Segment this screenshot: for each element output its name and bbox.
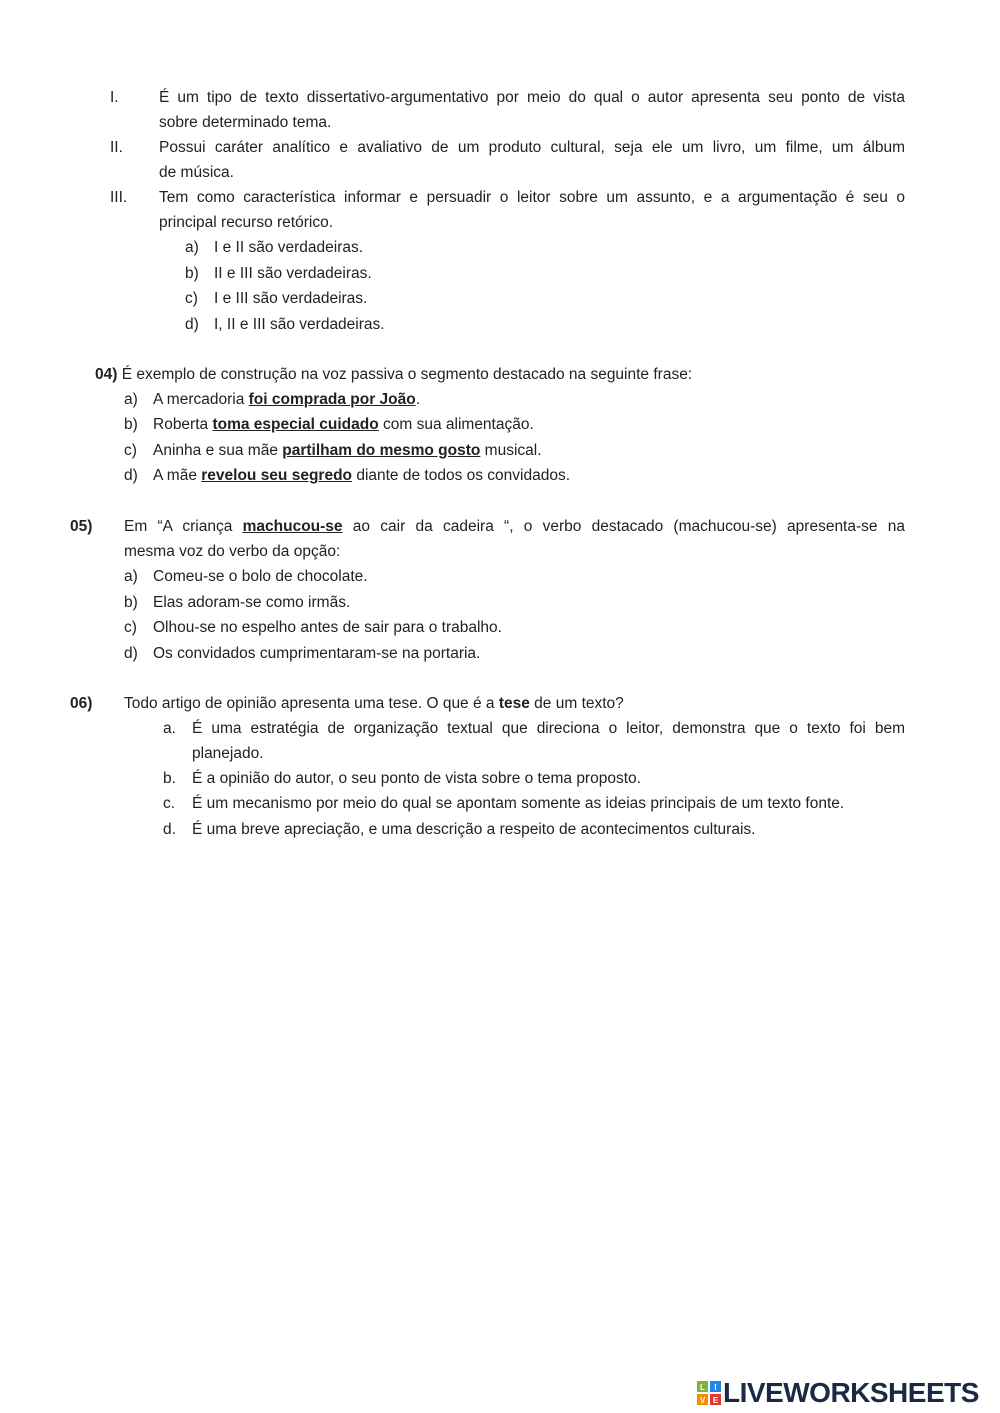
q04-option-a-text bbox=[153, 390, 420, 410]
q04-option-c-text bbox=[153, 441, 542, 461]
text-segment: musical. bbox=[480, 442, 542, 459]
option-letter: b. bbox=[163, 770, 176, 787]
option-letter: b) bbox=[124, 416, 138, 433]
q04-option-b[interactable] bbox=[124, 415, 138, 435]
highlighted-segment: foi comprada por João bbox=[248, 391, 416, 408]
bold-segment: tese bbox=[498, 695, 530, 712]
q06-number: 06) bbox=[70, 695, 93, 712]
option-letter: a) bbox=[185, 239, 199, 256]
highlighted-segment: toma especial cuidado bbox=[212, 416, 379, 433]
liveworksheets-logo[interactable] bbox=[697, 1379, 979, 1407]
q06-prompt bbox=[124, 694, 624, 714]
text-segment: com sua alimentação. bbox=[378, 416, 534, 433]
text-segment: Roberta bbox=[153, 416, 213, 433]
q05-prompt-cont: mesma voz do verbo da opção: bbox=[124, 543, 341, 560]
liveworksheets-logo-icon bbox=[697, 1381, 721, 1405]
option-text: Elas adoram-se como irmãs. bbox=[153, 594, 351, 611]
option-letter: c) bbox=[185, 290, 198, 307]
highlighted-segment: machucou-se bbox=[242, 518, 343, 535]
option-letter: a) bbox=[124, 568, 138, 585]
option-text: I e II são verdadeiras. bbox=[214, 239, 364, 256]
statement-numeral: I. bbox=[110, 89, 119, 106]
text-segment: diante de todos os convidados. bbox=[352, 467, 571, 484]
option-text: É a opinião do autor, o seu ponto de vista sobre o tema proposto. bbox=[192, 770, 641, 787]
option-text-cont: planejado. bbox=[192, 745, 264, 762]
svg-text:L: L bbox=[700, 1383, 705, 1392]
text-segment: ao cair da cadeira “, o verbo destacado (machucou-se) apresenta-se na bbox=[342, 518, 906, 535]
q04-option-d[interactable] bbox=[124, 466, 138, 486]
text-segment: de um texto? bbox=[529, 695, 624, 712]
logo-text: LIVEWORKSHEETS bbox=[723, 1377, 979, 1408]
option-letter: d) bbox=[124, 645, 138, 662]
text-segment: . bbox=[415, 391, 421, 408]
option-text: É uma estratégia de organização textual que direciona o leitor, demonstra que o texto foi bem bbox=[192, 720, 905, 737]
option-letter: c. bbox=[163, 795, 176, 812]
q05-number: 05) bbox=[70, 518, 93, 535]
option-letter: b) bbox=[124, 594, 138, 611]
q04-option-d-text bbox=[153, 466, 570, 486]
option-letter: a. bbox=[163, 720, 176, 737]
option-text: Os convidados cumprimentaram-se na portaria. bbox=[153, 645, 481, 662]
option-text: É uma breve apreciação, e uma descrição a respeito de acontecimentos culturais. bbox=[192, 821, 756, 838]
q04-number: 04) bbox=[95, 366, 118, 383]
option-text: É um mecanismo por meio do qual se apontam somente as ideias principais de um texto fonte. bbox=[192, 795, 845, 812]
text-segment: Aninha e sua mãe bbox=[153, 442, 283, 459]
option-letter: d) bbox=[185, 316, 199, 333]
text-segment: Todo artigo de opinião apresenta uma tese. O que é a bbox=[124, 695, 499, 712]
text-segment: Em “A criança bbox=[124, 518, 243, 535]
statement-text-cont: sobre determinado tema. bbox=[159, 114, 332, 131]
statement-text-cont: de música. bbox=[159, 164, 234, 181]
option-letter: a) bbox=[124, 391, 138, 408]
text-segment: A mãe bbox=[153, 467, 202, 484]
option-letter: b) bbox=[185, 265, 199, 282]
option-text: II e III são verdadeiras. bbox=[214, 265, 372, 282]
statement-numeral: III. bbox=[110, 189, 128, 206]
option-letter: c) bbox=[124, 442, 137, 459]
statement-text: Possui caráter analítico e avaliativo de um produto cultural, seja ele um livro, um filme, um álbum bbox=[159, 139, 905, 156]
q04-prompt-text: É exemplo de construção na voz passiva o segmento destacado na seguinte frase: bbox=[117, 366, 693, 383]
highlighted-segment: revelou seu segredo bbox=[201, 467, 353, 484]
highlighted-segment: partilham do mesmo gosto bbox=[282, 442, 481, 459]
option-letter: c) bbox=[124, 619, 137, 636]
statement-text: É um tipo de texto dissertativo-argumentativo por meio do qual o autor apresenta seu ponto de vista bbox=[159, 89, 905, 106]
q04-prompt bbox=[95, 365, 692, 385]
q04-option-c[interactable] bbox=[124, 441, 137, 461]
q04-option-b-text bbox=[153, 415, 534, 435]
statement-text-cont: principal recurso retórico. bbox=[159, 214, 334, 231]
svg-text:V: V bbox=[699, 1396, 706, 1405]
option-letter: d) bbox=[124, 467, 138, 484]
option-text: Olhou-se no espelho antes de sair para o trabalho. bbox=[153, 619, 502, 636]
text-segment: A mercadoria bbox=[153, 391, 249, 408]
svg-text:I: I bbox=[714, 1383, 717, 1392]
option-text: I e III são verdadeiras. bbox=[214, 290, 368, 307]
option-text: Comeu-se o bolo de chocolate. bbox=[153, 568, 368, 585]
option-text: I, II e III são verdadeiras. bbox=[214, 316, 385, 333]
option-letter: d. bbox=[163, 821, 176, 838]
statement-text: Tem como característica informar e persuadir o leitor sobre um assunto, e a argumentação é seu o bbox=[159, 189, 905, 206]
svg-text:E: E bbox=[712, 1396, 719, 1405]
q05-prompt bbox=[124, 517, 905, 537]
q04-option-a[interactable] bbox=[124, 390, 138, 410]
statement-numeral: II. bbox=[110, 139, 123, 156]
